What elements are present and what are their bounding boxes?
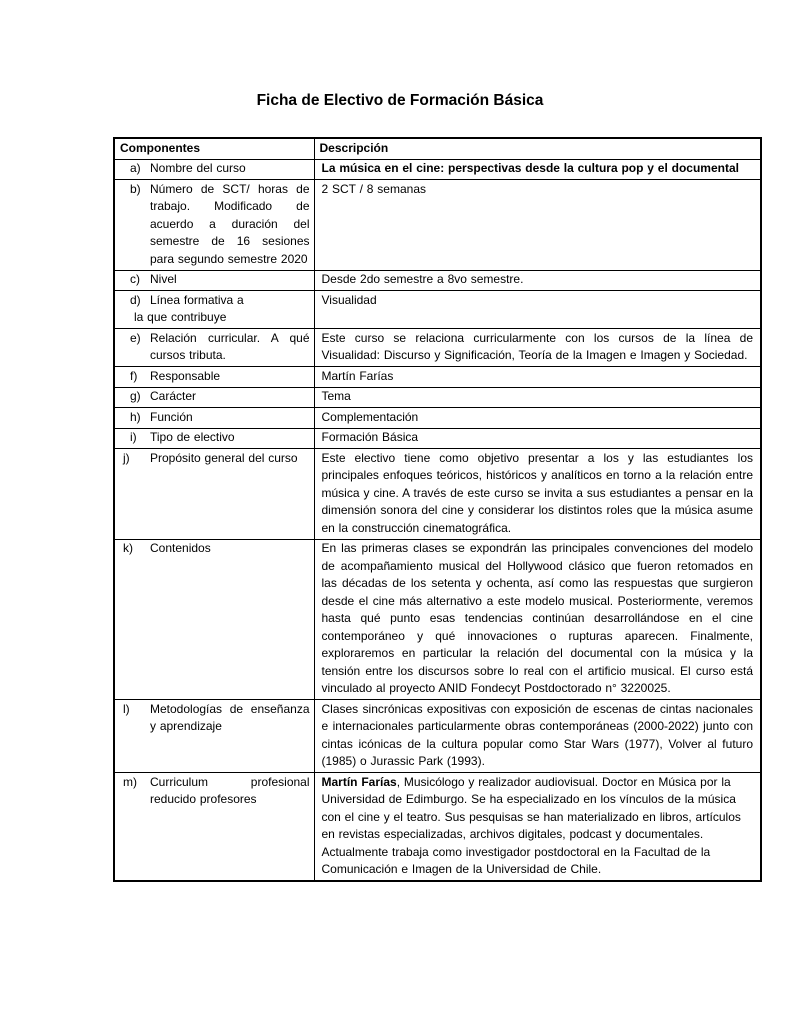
description-cell: 2 SCT / 8 semanas: [314, 180, 761, 271]
table-row-b: [114, 180, 761, 271]
description-cell: Este curso se relaciona curricularmente con los cursos de la línea de Visualidad: Discurso y Significación, Teoría de la Imagen e Imagen y Sociedad.: [314, 329, 761, 367]
professor-bio: , Musicólogo y realizador audiovisual. Doctor en Música por la Universidad de Edimburgo. Se ha especializado en los vínculos de la música con el cine y el teatro. Sus pesquisas se han materializado en libros, artículos en revistas especializadas, archivos digitales, podcast y documentales. Actualmente trabaja como investigador postdoctoral en la Facultad de la Comunicación e Imagen de la Universidad de Chile.: [321, 774, 741, 876]
component-label: Función: [150, 409, 193, 424]
component-label: Relación curricular. A qué cursos tributa.: [150, 330, 310, 362]
description-cell: Clases sincrónicas expositivas con exposición de escenas de cintas nacionales e internacionales particularmente obras contemporáneas (2000-2022) junto con cintas icónicas de la cultura popular como Star Wars (1977), Volver al futuro (1985) o Jurassic Park (1993).: [314, 700, 761, 773]
description-cell: Desde 2do semestre a 8vo semestre.: [314, 270, 761, 291]
component-cell: [114, 408, 314, 429]
row-marker: g): [130, 389, 141, 403]
component-label: Metodologías de enseñanza y aprendizaje: [150, 701, 310, 733]
row-marker: f): [130, 368, 138, 383]
component-cell: [114, 387, 314, 408]
description-cell: [314, 773, 761, 882]
description-cell: Martín Farías: [314, 367, 761, 388]
description-cell: Complementación: [314, 408, 761, 429]
component-label: Nivel: [150, 272, 177, 286]
row-marker: a): [130, 161, 141, 175]
table-row-i: [114, 428, 761, 449]
page-title: Ficha de Electivo de Formación Básica: [256, 92, 544, 109]
component-label: Nombre del curso: [150, 161, 246, 175]
table-row-e: [114, 329, 761, 367]
description-cell: La música en el cine: perspectivas desde la cultura pop y el documental: [314, 159, 761, 180]
table-row-m: [114, 773, 761, 882]
table-row-f: [114, 367, 761, 388]
column-header-componentes: Componentes: [114, 138, 314, 159]
description-cell: Tema: [314, 387, 761, 408]
row-marker: e): [130, 330, 141, 345]
table-header-row: [114, 138, 761, 159]
component-label: Carácter: [150, 389, 197, 403]
table-row-l: [114, 700, 761, 773]
table-row-c: [114, 270, 761, 291]
table-row-a: [114, 159, 761, 180]
component-label: Propósito general del curso: [150, 450, 298, 465]
row-marker: l): [123, 701, 130, 716]
ficha-table: [113, 137, 762, 882]
row-marker: c): [130, 272, 140, 286]
row-marker: d): [130, 292, 141, 307]
table-row-d: [114, 291, 761, 329]
component-cell: [114, 539, 314, 700]
component-cell: [114, 428, 314, 449]
description-cell: Este electivo tiene como objetivo presentar a los y las estudiantes los principales enfoques teóricos, históricos y analíticos en torno a la relación entre música y cine. A través de este curso se invita a sus estudiantes a pensar en la dimensión sonora del cine y considerar los distintos roles que la música asume en la construcción cinematográfica.: [314, 449, 761, 540]
component-cell: [114, 449, 314, 540]
table-row-g: [114, 387, 761, 408]
column-header-descripcion: Descripción: [314, 138, 761, 159]
description-cell: Visualidad: [314, 291, 761, 329]
description-cell: En las primeras clases se expondrán las principales convenciones del modelo de acompañamiento musical del Hollywood clásico que fueron retomados en las décadas de los setenta y ochenta, así como las respuestas que surgieron desde el cine más alternativo a este modelo musical. Posteriormente, veremos hasta qué punto esas tendencias continúan desarrollándose en el cine contemporáneo y qué innovaciones o rupturas aparecen. Finalmente, exploraremos en particular la relación del documental con la música y la tensión entre los discursos sobre lo real con el artificio musical. El curso está vinculado al proyecto ANID Fondecyt Postdoctorado n° 3220025.: [314, 539, 761, 700]
component-label: Línea formativa a: [150, 292, 244, 307]
row-marker: m): [123, 774, 137, 789]
component-cell: [114, 159, 314, 180]
row-marker: k): [123, 541, 133, 555]
row-marker: b): [130, 181, 141, 196]
component-label: Responsable: [150, 368, 221, 383]
component-label: Contenidos: [150, 541, 211, 555]
component-label: Tipo de electivo: [150, 430, 235, 444]
component-cell: [114, 367, 314, 388]
component-cell: [114, 329, 314, 367]
component-label: Curriculum profesional reducido profesores: [150, 774, 310, 806]
row-marker: j): [123, 450, 130, 465]
description-cell: Formación Básica: [314, 428, 761, 449]
row-marker: i): [130, 430, 137, 444]
component-label-line2: la que contribuye: [134, 310, 227, 324]
row-marker: h): [130, 409, 141, 424]
professor-name: Martín Farías: [321, 774, 397, 789]
component-cell: [114, 291, 314, 329]
component-cell: [114, 773, 314, 882]
table-row-k: [114, 539, 761, 700]
component-cell: [114, 270, 314, 291]
component-label: Número de SCT/ horas de trabajo. Modificado de acuerdo a duración del semestre de 16 sesiones para segundo semestre 2020: [150, 181, 310, 266]
component-cell: [114, 700, 314, 773]
table-row-h: [114, 408, 761, 429]
table-row-j: [114, 449, 761, 540]
component-cell: [114, 180, 314, 271]
